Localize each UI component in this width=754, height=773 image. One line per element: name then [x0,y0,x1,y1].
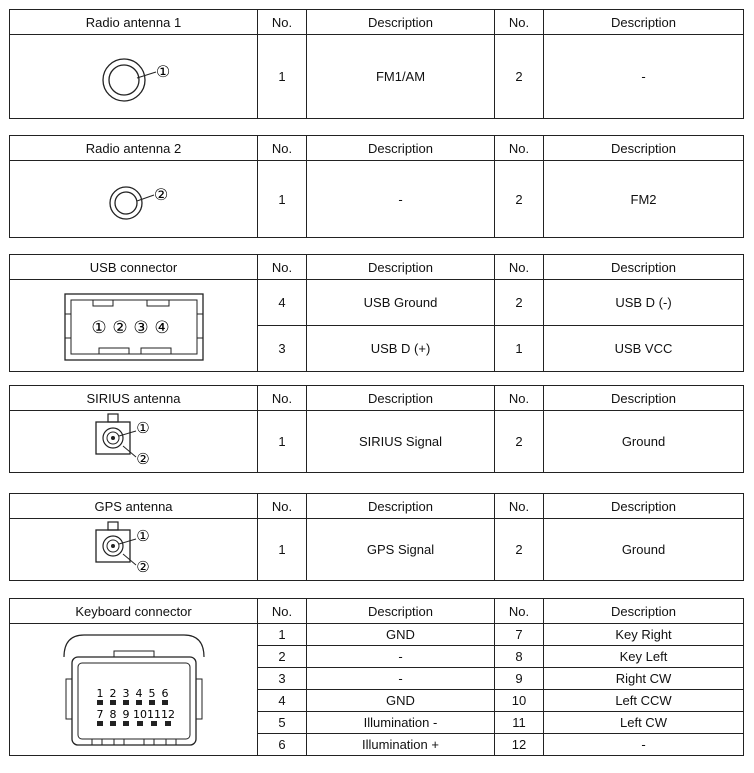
gps-antenna-table [9,493,744,581]
col-no: No. [258,386,307,411]
col-description: Description [544,255,744,280]
pin-number: 1 [258,624,307,646]
pin-description: Left CW [544,712,744,734]
pin-number: 4 [258,280,307,326]
kb-pin-4: 4 [135,686,142,700]
pin-description: USB VCC [544,326,744,372]
callout-1: ① [135,526,150,545]
pin-number: 6 [258,734,307,756]
pin-description: GND [307,624,495,646]
pin-number: 4 [258,690,307,712]
col-description: Description [544,599,744,624]
pin-number: 5 [258,712,307,734]
keyboard-connector-diagram [10,624,258,756]
pin-number: 2 [495,161,544,238]
pin-number: 9 [495,668,544,690]
pin-number: 1 [495,326,544,372]
pin-description: FM1/AM [307,35,495,119]
col-no: No. [258,494,307,519]
pin-description: GPS Signal [307,519,495,581]
connector-title: USB connector [10,255,258,280]
pin-number: 8 [495,646,544,668]
col-no: No. [495,10,544,35]
pin-number: 1 [258,519,307,581]
pin-description: Key Left [544,646,744,668]
kb-pin-11: 11 [146,707,161,721]
pin-number: 2 [495,411,544,473]
keyboard-connector-table [9,598,744,756]
col-description: Description [307,136,495,161]
pin-description: - [307,161,495,238]
kb-pin-12: 12 [160,707,175,721]
pin-description: - [307,668,495,690]
col-description: Description [307,10,495,35]
gps-antenna-diagram [10,519,258,581]
connector-title: Keyboard connector [10,599,258,624]
pin-description: Illumination - [307,712,495,734]
callout-2: ② [135,557,150,576]
col-no: No. [495,494,544,519]
pin-number: 1 [258,411,307,473]
callout-2: ② [135,449,150,468]
radio-antenna-2-diagram [10,161,258,238]
pin-number: 3 [258,668,307,690]
pin-number: 3 [258,326,307,372]
pin-description: Ground [544,411,744,473]
connector-title: SIRIUS antenna [10,386,258,411]
callout-2: ② [153,185,168,204]
pin-number: 7 [495,624,544,646]
pin-number: 2 [495,35,544,119]
pin-description: Right CW [544,668,744,690]
col-no: No. [258,255,307,280]
col-description: Description [544,136,744,161]
col-no: No. [495,386,544,411]
kb-pin-5: 5 [148,686,155,700]
kb-pin-3: 3 [122,686,129,700]
col-description: Description [307,255,495,280]
pin-description: Illumination + [307,734,495,756]
col-description: Description [307,599,495,624]
kb-pin-10: 10 [132,707,147,721]
col-no: No. [495,255,544,280]
usb-connector-table [9,254,744,372]
sirius-antenna-table [9,385,744,473]
col-no: No. [495,599,544,624]
callout-1: ① [135,418,150,437]
callout-1: ① [155,61,170,81]
usb-connector-diagram [10,280,258,372]
sirius-antenna-diagram [10,411,258,473]
pin-description: FM2 [544,161,744,238]
usb-pin-3: ③ [132,317,149,338]
pin-description: Ground [544,519,744,581]
pin-number: 11 [495,712,544,734]
pin-number: 12 [495,734,544,756]
radio-antenna-1-table [9,9,744,119]
kb-pin-1: 1 [96,686,103,700]
radio-antenna-1-diagram [10,35,258,119]
pin-number: 2 [495,280,544,326]
col-no: No. [258,599,307,624]
kb-pin-6: 6 [161,686,168,700]
kb-pin-9: 9 [122,707,129,721]
pin-description: Left CCW [544,690,744,712]
kb-pin-8: 8 [109,707,116,721]
pin-description: - [307,646,495,668]
pin-description: USB Ground [307,280,495,326]
kb-pin-7: 7 [96,707,103,721]
kb-pin-2: 2 [109,686,116,700]
pin-description: Key Right [544,624,744,646]
col-description: Description [307,494,495,519]
col-no: No. [495,136,544,161]
col-description: Description [544,494,744,519]
pin-description: GND [307,690,495,712]
col-no: No. [258,136,307,161]
connector-title: Radio antenna 1 [10,10,258,35]
pin-number: 1 [258,161,307,238]
connector-title: Radio antenna 2 [10,136,258,161]
col-description: Description [544,10,744,35]
col-description: Description [307,386,495,411]
col-no: No. [258,10,307,35]
pin-number: 2 [495,519,544,581]
pin-description: USB D (+) [307,326,495,372]
usb-pin-4: ④ [153,317,170,338]
connector-title: GPS antenna [10,494,258,519]
pin-description: USB D (-) [544,280,744,326]
usb-pin-1: ① [90,317,107,338]
pin-number: 1 [258,35,307,119]
col-description: Description [544,386,744,411]
usb-pin-2: ② [111,317,128,338]
pin-description: - [544,734,744,756]
pin-description: SIRIUS Signal [307,411,495,473]
pin-number: 10 [495,690,544,712]
radio-antenna-2-table [9,135,744,238]
pin-number: 2 [258,646,307,668]
pin-description: - [544,35,744,119]
